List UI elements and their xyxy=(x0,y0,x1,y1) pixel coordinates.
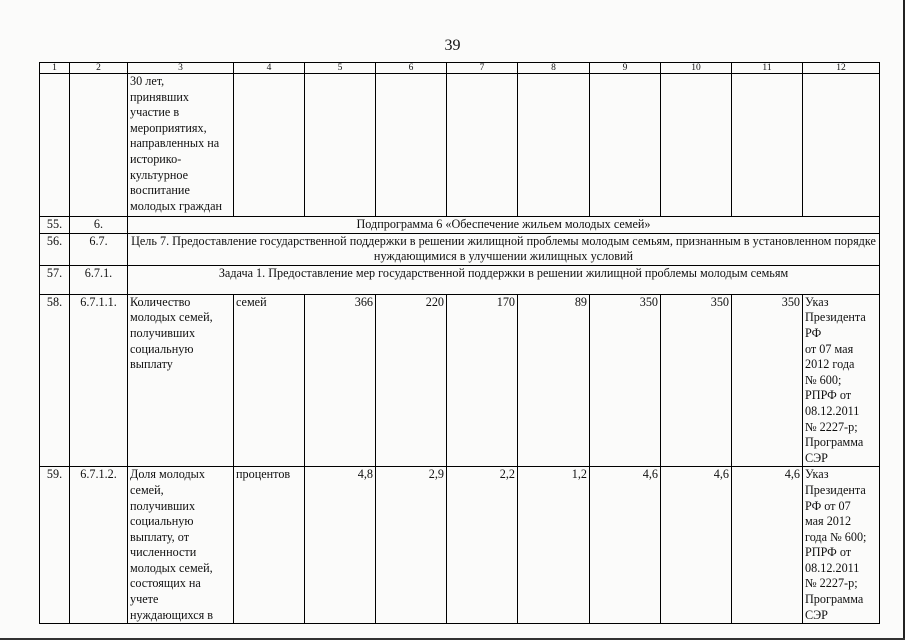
value-cell: 366 xyxy=(305,294,376,467)
source-cell xyxy=(803,294,880,467)
cell-line: Количество xyxy=(130,294,191,309)
value-cell: 170 xyxy=(447,294,518,467)
cell-line: учете xyxy=(130,592,159,607)
column-number-12: 12 xyxy=(803,63,880,74)
cell-line: историко- xyxy=(130,151,182,166)
column-number-10: 10 xyxy=(661,63,732,74)
cell-line: участие в xyxy=(130,105,180,120)
cell-line: 08.12.2011 xyxy=(805,403,860,418)
cell-line: РПРФ от xyxy=(805,388,852,403)
cell-line: состоящих на xyxy=(130,576,201,591)
cell-line: выплату xyxy=(130,357,173,372)
cell-line: выплату, от xyxy=(130,529,190,544)
cell-line: РФ xyxy=(805,325,822,340)
value-cell: 350 xyxy=(590,294,661,467)
column-number-4: 4 xyxy=(234,63,305,74)
table-row xyxy=(40,233,880,265)
row-number-cell: 58. xyxy=(40,294,70,467)
cell-line: СЭР xyxy=(805,450,828,465)
cell-line: принявших xyxy=(130,89,190,104)
table-row xyxy=(40,217,880,234)
goal-title: Цель 7. Предоставление государственной поддержки в решении жилищной проблемы молодым семьям, признанным в установленном порядке нуждающимися в улучшении жилищных условий xyxy=(128,233,880,265)
column-number-row xyxy=(40,63,880,74)
task-title: Задача 1. Предоставление мер государственной поддержки в решении жилищной проблемы молодым семьям xyxy=(128,265,880,294)
cell-line: нуждающихся в xyxy=(130,607,214,622)
column-number-2: 2 xyxy=(70,63,128,74)
source-cell xyxy=(803,467,880,624)
row-number-cell: 55. xyxy=(40,217,70,234)
cell-line: № 600; xyxy=(805,372,842,387)
value-cell: 89 xyxy=(518,294,590,467)
table-row xyxy=(40,467,880,624)
cell-line: № 2227-р; xyxy=(805,576,858,591)
value-cell: 4,6 xyxy=(661,467,732,624)
cell-line: Президента xyxy=(805,310,866,325)
cell-line: Указ xyxy=(805,294,829,309)
value-cell: 4,6 xyxy=(732,467,803,624)
cell-line: воспитание xyxy=(130,183,190,198)
indicator-cell xyxy=(128,74,234,217)
cell-line: Программа xyxy=(805,592,864,607)
cell-line: Президента xyxy=(805,482,866,497)
cell-line: социальную xyxy=(130,514,194,529)
cell-line: направленных на xyxy=(130,136,220,151)
code-cell: 6.7. xyxy=(70,233,128,265)
cell-line: численности xyxy=(130,545,197,560)
cell-line: 08.12.2011 xyxy=(805,560,860,575)
indicator-cell xyxy=(128,467,234,624)
row-number-cell xyxy=(40,74,70,217)
cell-line: года № 600; xyxy=(805,529,867,544)
column-number-7: 7 xyxy=(447,63,518,74)
row-number-cell: 57. xyxy=(40,265,70,294)
column-number-1: 1 xyxy=(40,63,70,74)
cell-line: РПРФ от xyxy=(805,545,852,560)
cell-line: Доля молодых xyxy=(130,467,205,482)
unit-cell: семей xyxy=(234,294,305,467)
value-cell: 4,8 xyxy=(305,467,376,624)
cell-line: молодых семей, xyxy=(130,310,213,325)
column-number-3: 3 xyxy=(128,63,234,74)
code-cell: 6.7.1.2. xyxy=(70,467,128,624)
value-cell: 2,2 xyxy=(447,467,518,624)
column-number-9: 9 xyxy=(590,63,661,74)
value-cell: 350 xyxy=(732,294,803,467)
cell-line: семей, xyxy=(130,482,164,497)
cell-line: молодых семей, xyxy=(130,560,213,575)
column-number-5: 5 xyxy=(305,63,376,74)
cell-line: 30 лет, xyxy=(130,74,165,88)
value-cell: 2,9 xyxy=(376,467,447,624)
subprogram-title: Подпрограмма 6 «Обеспечение жильем молодых семей» xyxy=(128,217,880,234)
cell-line: 2012 года xyxy=(805,357,855,372)
cell-line: от 07 мая xyxy=(805,341,854,356)
cell-line: Программа xyxy=(805,435,864,450)
column-number-8: 8 xyxy=(518,63,590,74)
cell-line: социальную xyxy=(130,341,194,356)
cell-line: мероприятиях, xyxy=(130,120,207,135)
cell-line: СЭР xyxy=(805,607,828,622)
unit-cell: процентов xyxy=(234,467,305,624)
indicators-table xyxy=(39,62,880,624)
row-number-cell: 56. xyxy=(40,233,70,265)
value-cell: 350 xyxy=(661,294,732,467)
cell-line: культурное xyxy=(130,167,189,182)
indicator-cell xyxy=(128,294,234,467)
cell-line: молодых граждан xyxy=(130,198,223,213)
cell-line: получивших xyxy=(130,325,196,340)
value-cell: 1,2 xyxy=(518,467,590,624)
value-cell: 4,6 xyxy=(590,467,661,624)
code-cell xyxy=(70,74,128,217)
cell-line: получивших xyxy=(130,498,196,513)
value-cell: 220 xyxy=(376,294,447,467)
code-cell: 6. xyxy=(70,217,128,234)
cell-line: РФ от 07 xyxy=(805,498,851,513)
code-cell: 6.7.1.1. xyxy=(70,294,128,467)
column-number-11: 11 xyxy=(732,63,803,74)
cell-line: мая 2012 xyxy=(805,514,852,529)
cell-line: № 2227-р; xyxy=(805,419,858,434)
column-number-6: 6 xyxy=(376,63,447,74)
row-number-cell: 59. xyxy=(40,467,70,624)
table-row xyxy=(40,74,880,217)
table-row xyxy=(40,294,880,467)
code-cell: 6.7.1. xyxy=(70,265,128,294)
cell-line: Указ xyxy=(805,467,829,482)
table-row xyxy=(40,265,880,294)
page-number: 39 xyxy=(444,37,461,54)
